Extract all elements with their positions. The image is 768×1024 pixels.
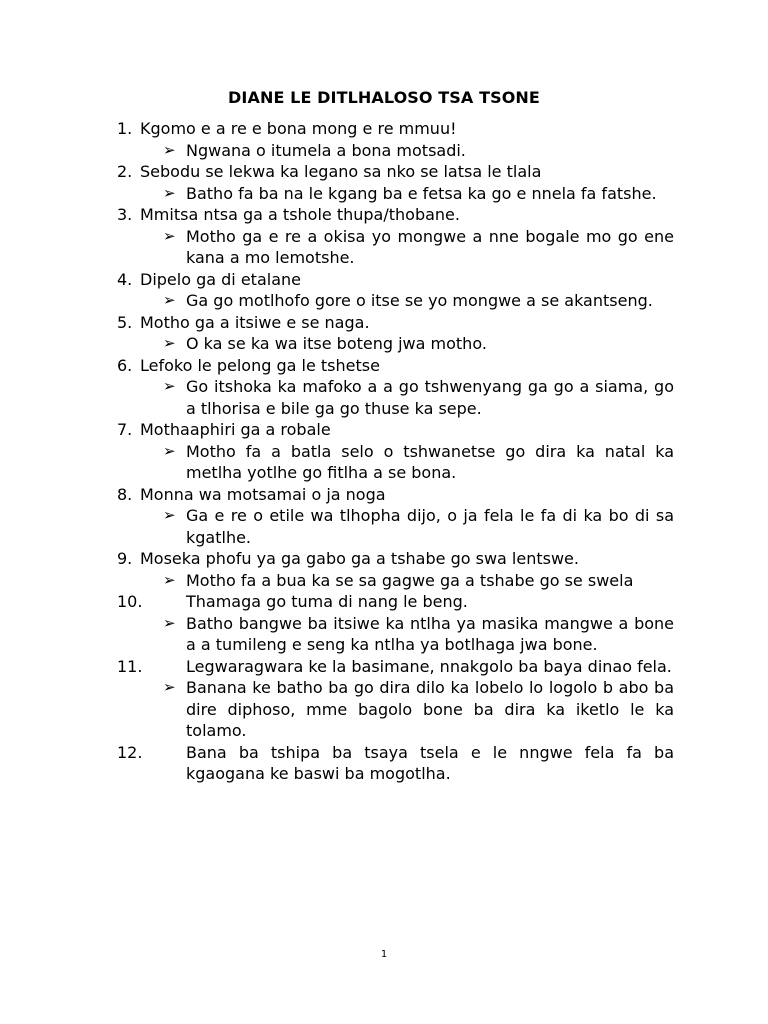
list-item bbox=[117, 355, 674, 377]
item-number: 2. bbox=[117, 162, 133, 181]
proverb-text: Moseka phofu ya ga gabo ga a tshabe go swa lentswe. bbox=[140, 549, 579, 568]
explanation-row bbox=[117, 613, 674, 656]
list-item bbox=[117, 591, 674, 613]
arrowhead-bullet-icon: ➢ bbox=[163, 678, 176, 696]
explanation-text: Ga e re o etile wa tlhopha dijo, o ja fela le fa di ka bo di sa kgatlhe. bbox=[186, 506, 674, 547]
item-number: 3. bbox=[117, 205, 133, 224]
explanation-row bbox=[117, 570, 674, 592]
list-item bbox=[117, 118, 674, 140]
arrowhead-bullet-icon: ➢ bbox=[163, 570, 176, 589]
arrowhead-bullet-icon: ➢ bbox=[163, 140, 176, 159]
explanation-text: Motho fa a bua ka se sa gagwe ga a tshabe go se swela bbox=[186, 570, 634, 590]
explanation-row bbox=[117, 226, 674, 269]
explanation-row bbox=[117, 183, 674, 205]
proverb-text: Kgomo e a re e bona mong e re mmuu! bbox=[140, 119, 457, 138]
explanation-text: Go itshoka ka mafoko a a go tshwenyang ga go a siama, go a tlhorisa e bile ga go thuse ka sepe. bbox=[186, 377, 674, 418]
list-item bbox=[117, 742, 674, 785]
proverb-text: Lefoko le pelong ga le tshetse bbox=[140, 355, 380, 375]
list-item bbox=[117, 548, 674, 570]
list-item bbox=[117, 419, 674, 441]
item-number: 5. bbox=[117, 312, 133, 332]
explanation-row bbox=[117, 441, 674, 484]
arrowhead-bullet-icon: ➢ bbox=[163, 183, 176, 202]
arrowhead-bullet-icon: ➢ bbox=[163, 441, 176, 460]
explanation-text: Ngwana o itumela a bona motsadi. bbox=[186, 140, 466, 160]
item-number: 1. bbox=[117, 119, 133, 138]
proverb-text: Sebodu se lekwa ka legano sa nko se latsa le tlala bbox=[140, 162, 542, 181]
item-number: 10. bbox=[117, 592, 143, 611]
explanation-text: Batho fa ba na le kgang ba e fetsa ka go e nnela fa fatshe. bbox=[186, 183, 657, 203]
arrowhead-bullet-icon: ➢ bbox=[163, 377, 176, 395]
list-item bbox=[117, 161, 674, 183]
explanation-row bbox=[117, 376, 674, 419]
explanation-text: O ka se ka wa itse boteng jwa motho. bbox=[186, 334, 487, 353]
arrowhead-bullet-icon: ➢ bbox=[163, 226, 176, 245]
explanation-row bbox=[117, 140, 674, 162]
item-number: 4. bbox=[117, 269, 133, 289]
explanation-row bbox=[117, 333, 674, 355]
page-title: DIANE LE DITLHALOSO TSA TSONE bbox=[228, 88, 540, 107]
arrowhead-bullet-icon: ➢ bbox=[163, 506, 176, 524]
explanation-row bbox=[117, 505, 674, 548]
arrowhead-bullet-icon: ➢ bbox=[163, 613, 176, 632]
item-number: 8. bbox=[117, 484, 133, 504]
arrowhead-bullet-icon: ➢ bbox=[163, 291, 176, 309]
explanation-text: Banana ke batho ba go dira dilo ka lobelo lo logolo b abo ba dire diphoso, mme bagolo bone ba dira ka iketlo le ka tolamo. bbox=[186, 678, 674, 740]
list-item bbox=[117, 312, 674, 334]
item-number: 7. bbox=[117, 420, 133, 439]
proverb-text: Mothaaphiri ga a robale bbox=[140, 420, 331, 439]
item-number: 11. bbox=[117, 656, 143, 676]
proverb-text: Monna wa motsamai o ja noga bbox=[140, 484, 386, 504]
explanation-text: Batho bangwe ba itsiwe ka ntlha ya masika mangwe a bone a a tumileng e seng ka ntlha ya botlhaga jwa bone. bbox=[186, 613, 674, 654]
list-item bbox=[117, 269, 674, 291]
proverb-text: Thamaga go tuma di nang le beng. bbox=[186, 592, 468, 611]
proverb-text: Motho ga a itsiwe e se naga. bbox=[140, 312, 370, 332]
proverb-list bbox=[117, 118, 674, 785]
proverb-text: Legwaragwara ke la basimane, nnakgolo ba baya dinao fela. bbox=[186, 656, 672, 676]
explanation-text: Motho ga e re a okisa yo mongwe a nne bogale mo go ene kana a mo lemotshe. bbox=[186, 226, 674, 267]
proverb-text: Bana ba tshipa ba tsaya tsela e le nngwe fela fa ba kgaogana ke baswi ba mogotlha. bbox=[186, 742, 674, 783]
explanation-row bbox=[117, 290, 674, 312]
list-item bbox=[117, 204, 674, 226]
proverb-text: Dipelo ga di etalane bbox=[140, 269, 301, 289]
item-number: 12. bbox=[117, 742, 143, 762]
item-number: 6. bbox=[117, 355, 133, 375]
arrowhead-bullet-icon: ➢ bbox=[163, 334, 176, 352]
explanation-text: Ga go motlhofo gore o itse se yo mongwe a se akantseng. bbox=[186, 291, 653, 310]
proverb-text: Mmitsa ntsa ga a tshole thupa/thobane. bbox=[140, 205, 460, 224]
page-number: 1 bbox=[380, 949, 388, 960]
item-number: 9. bbox=[117, 549, 133, 568]
list-item bbox=[117, 656, 674, 678]
explanation-text: Motho fa a batla selo o tshwanetse go dira ka natal ka metlha yotlhe go fitlha a se bona. bbox=[186, 441, 674, 482]
explanation-row bbox=[117, 677, 674, 742]
list-item bbox=[117, 484, 674, 506]
